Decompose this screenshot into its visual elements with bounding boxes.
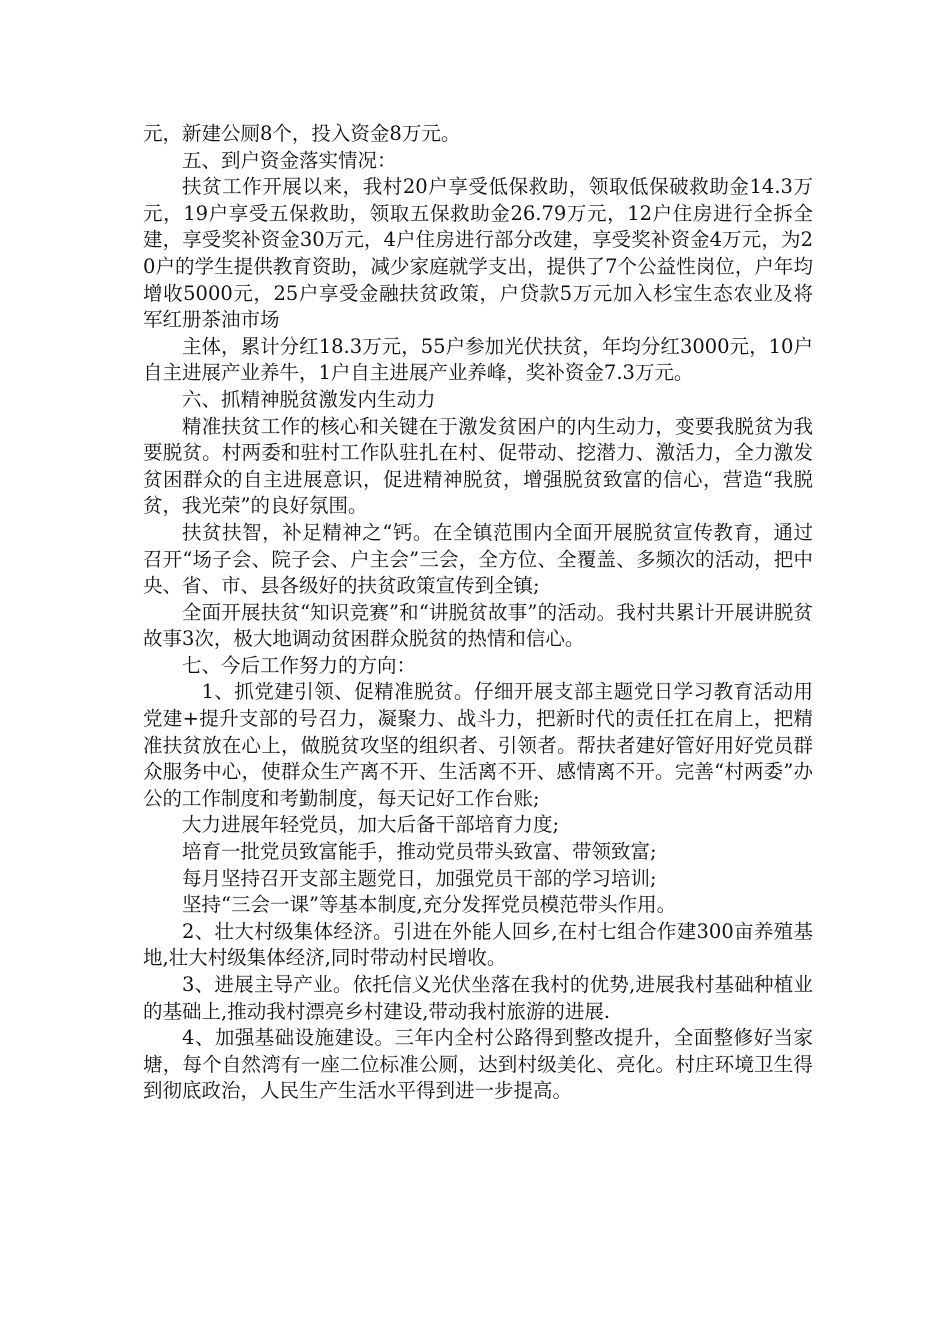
paragraph-education-publicity: 扶贫扶智，补足精神之“钙。在全镇范围内全面开展脱贫宣传教育，通过召开“场子会、院子会、户主会”三会，全方位、全覆盖、多频次的活动，把中央、省、市、县各级好的扶贫政策宣传到全镇; [143,520,813,598]
paragraph-household-funds: 扶贫工作开展以来，我村20户享受低保救助，领取低保破救助金14.3万元，19户享受五保救助，领取五保救助金26.79万元，12户住房进行全拆全建，享受奖补资金30万元，4户住房进行部分改建，享受奖补资金4万元，为20户的学生提供教育资助，减少家庭就学支出，提供了7个公益性岗位，户年均增收5000元，25户享受金融扶贫政策，户贷款5万元加入杉宝生态农业及将军红册茶油市场 [143,175,813,332]
heading-spiritual-poverty: 六、抓精神脱贫激发内生动力 [182,387,436,411]
paragraph-collective-economy: 2、壮大村级集体经济。引进在外能人回乡,在村七组合作建300亩养殖基地,壮大村级集体经济,同时带动村民增收。 [143,919,813,970]
paragraph-monthly-party-day: 每月坚持召开支部主题党日，加强党员干部的学习培训; [182,866,657,890]
paragraph-wealth-leaders: 培育一批党员致富能手，推动党员带头致富、带领致富; [182,840,657,864]
paragraph-knowledge-contest: 全面开展扶贫“知识竞赛”和“讲脱贫故事”的活动。我村共累计开展讲脱贫故事3次，极大地调动贫困群众脱贫的热情和信心。 [143,600,813,651]
paragraph-dividends: 主体，累计分红18.3万元，55户参加光伏扶贫，年均分红3000元，10户自主进展产业养牛，1户自主进展产业养峰，奖补资金7.3万元。 [143,334,813,385]
paragraph-leading-industry: 3、进展主导产业。依托信义光伏坐落在我村的优势,进展我村基础种植业的基础上,推动我村漂亮乡村建设,带动我村旅游的进展. [143,973,813,1023]
paragraph-infrastructure: 4、加强基础设施建设。三年内全村公路得到整改提升，全面整修好当家塘，每个自然湾有一座二位标准公厕，达到村级美化、亮化。村庄环境卫生得到彻底政治，人民生产生活水平得到进一步提高。 [143,1026,813,1103]
paragraph-young-members: 大力进展年轻党员，加大后备干部培育力度; [182,813,560,837]
heading-household-funds: 五、到户资金落实情况： [182,148,397,172]
paragraph-party-building: 1、抓党建引领、促精准脱贫。仔细开展支部主题党日学习教育活动用党建+提升支部的号召力，凝聚力、战斗力，把新时代的责任扛在肩上，把精准扶贫放在心上，做脱贫攻坚的组织者、引领者。帮扶者建好管好用好党员群众服务中心，使群众生产离不开、生活离不开、感情离不开。完善“村两委”办公的工作制度和考勤制度，每天记好工作台账; [143,680,813,810]
paragraph-inner-motivation: 精准扶贫工作的核心和关键在于激发贫困户的内生动力，变要我脱贫为我要脱贫。村两委和驻村工作队驻扎在村、促带动、挖潜力、激活力，全力激发贫困群众的自主进展意识，促进精神脱贫，增强脱贫致富的信心，营造“我脱贫，我光荣”的良好氛围。 [143,414,813,518]
heading-future-direction: 七、今后工作努力的方向： [182,653,417,677]
paragraph-three-meetings: 坚持“三会一课”等基本制度,充分发挥党员模范带头作用。 [182,893,677,917]
paragraph-toilet-investment: 元，新建公厕8个，投入资金8万元。 [143,122,461,145]
document-body [143,121,813,1105]
